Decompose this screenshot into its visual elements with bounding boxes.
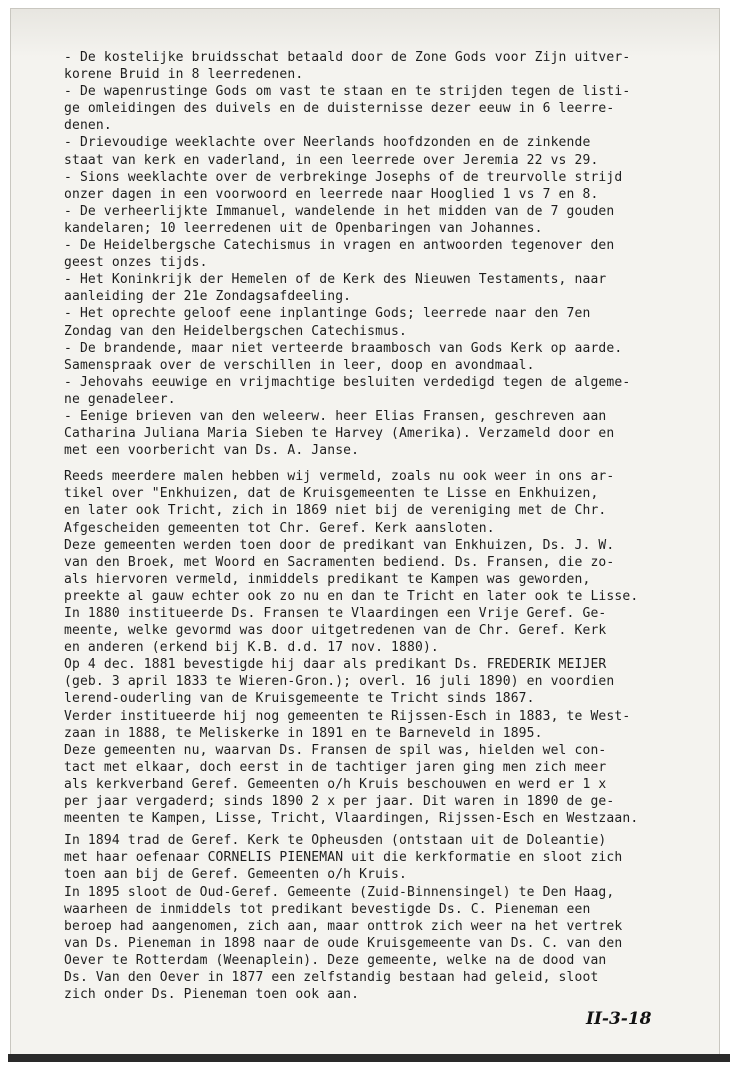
- text-line: zich onder Ds. Pieneman toen ook aan.: [64, 987, 360, 1003]
- text-line: In 1895 sloot de Oud-Geref. Gemeente (Zuid-Binnensingel) te Den Haag,: [64, 884, 615, 900]
- book-list-item: [64, 305, 720, 339]
- text-line: Op 4 dec. 1881 bevestigde hij daar als predikant Ds. FREDERIK MEIJER: [64, 657, 607, 673]
- book-list-item: [64, 408, 720, 459]
- text-line: aanleiding der 21e Zondagsafdeeling.: [64, 289, 352, 305]
- text-line: - Eenige brieven van den weleerw. heer Elias Fransen, geschreven aan: [64, 408, 607, 424]
- text-line: - Drievoudige weeklachte over Neerlands hoofdzonden en de zinkende: [64, 135, 591, 151]
- text-line: - De Heidelbergsche Catechismus in vragen en antwoorden tegenover den: [64, 238, 615, 254]
- book-list-item: [64, 340, 720, 374]
- text-line: - Sions weeklachte over de verbrekinge Josephs of de treurvolle strijd: [64, 169, 623, 185]
- text-line: en later ook Tricht, zich in 1869 niet bij de vereniging met de Chr.: [64, 503, 607, 519]
- text-line: Reeds meerdere malen hebben wij vermeld, zoals nu ook weer in ons ar-: [64, 469, 615, 485]
- text-line: Samenspraak over de verschillen in leer, doop en avondmaal.: [64, 357, 535, 373]
- text-line: tact met elkaar, doch eerst in de tachtiger jaren ging men zich meer: [64, 759, 607, 775]
- text-line: per jaar vergaderd; sinds 1890 2 x per jaar. Dit waren in 1890 de ge-: [64, 794, 615, 810]
- document-page: [10, 8, 720, 1062]
- text-line: Deze gemeenten werden toen door de predikant van Enkhuizen, Ds. J. W.: [64, 537, 615, 553]
- text-line: en anderen (erkend bij K.B. d.d. 17 nov. 1880).: [64, 640, 439, 656]
- text-line: ne genadeleer.: [64, 391, 176, 407]
- text-line: lerend-ouderling van de Kruisgemeente te Tricht sinds 1867.: [64, 691, 535, 707]
- handwritten-archive-signature: II-3-18: [586, 1009, 652, 1029]
- text-line: van den Broek, met Woord en Sacramenten bediend. Ds. Fransen, die zo-: [64, 554, 615, 570]
- text-line: tikel over "Enkhuizen, dat de Kruisgemeenten te Lisse en Enkhuizen,: [64, 486, 599, 502]
- text-line: beroep had aangenomen, zich aan, maar onttrok zich weer na het vertrek: [64, 918, 623, 934]
- text-line: - De verheerlijkte Immanuel, wandelende in het midden van de 7 gouden: [64, 203, 615, 219]
- text-line: staat van kerk en vaderland, in een leerrede over Jeremia 22 vs 29.: [64, 152, 599, 168]
- text-line: als kerkverband Geref. Gemeenten o/h Kruis beschouwen en werd er 1 x: [64, 776, 607, 792]
- text-line: ge omleidingen des duivels en de duisternisse dezer eeuw in 6 leerre-: [64, 101, 615, 117]
- text-line: Afgescheiden gemeenten tot Chr. Geref. Kerk aansloten.: [64, 520, 495, 536]
- text-line: Deze gemeenten nu, waarvan Ds. Fransen de spil was, hielden wel con-: [64, 742, 607, 758]
- paragraph-2: [64, 832, 720, 1003]
- text-line: In 1894 trad de Geref. Kerk te Opheusden (ontstaan uit de Doleantie): [64, 833, 607, 849]
- text-line: korene Bruid in 8 leerredenen.: [64, 67, 304, 83]
- text-line: Verder institueerde hij nog gemeenten te Rijssen-Esch in 1883, te West-: [64, 708, 631, 724]
- text-line: meenten te Kampen, Lisse, Tricht, Vlaardingen, Rijssen-Esch en Westzaan.: [64, 811, 639, 827]
- text-line: - Jehovahs eeuwige en vrijmachtige besluiten verdedigd tegen de algeme-: [64, 374, 631, 390]
- text-line: (geb. 3 april 1833 te Wieren-Gron.); overl. 16 juli 1890) en voordien: [64, 674, 615, 690]
- text-line: onzer dagen in een voorwoord en leerrede naar Hooglied 1 vs 7 en 8.: [64, 186, 599, 202]
- text-line: - Het oprechte geloof eene inplantinge Gods; leerrede naar den 7en: [64, 306, 591, 322]
- book-list-item: [64, 169, 720, 203]
- text-line: als hiervoren vermeld, inmiddels predikant te Kampen was geworden,: [64, 571, 591, 587]
- book-list: [64, 49, 720, 459]
- text-line: Oever te Rotterdam (Weenaplein). Deze gemeente, welke na de dood van: [64, 952, 607, 968]
- text-line: kandelaren; 10 leerredenen uit de Openbaringen van Johannes.: [64, 220, 543, 236]
- book-list-item: [64, 237, 720, 271]
- text-line: - Het Koninkrijk der Hemelen of de Kerk des Nieuwen Testaments, naar: [64, 272, 607, 288]
- text-line: denen.: [64, 118, 112, 134]
- text-line: waarheen de inmiddels tot predikant bevestigde Ds. C. Pieneman een: [64, 901, 591, 917]
- text-line: met een voorbericht van Ds. A. Janse.: [64, 443, 360, 459]
- text-line: Ds. Van den Oever in 1877 een zelfstandig bestaan had geleid, sloot: [64, 969, 599, 985]
- text-line: - De wapenrustinge Gods om vast te staan en te strijden tegen de listi-: [64, 84, 631, 100]
- book-list-item: [64, 49, 720, 83]
- book-list-item: [64, 271, 720, 305]
- paragraph-1: [64, 468, 720, 827]
- text-line: Catharina Juliana Maria Sieben te Harvey (Amerika). Verzameld door en: [64, 426, 615, 442]
- book-list-item: [64, 374, 720, 408]
- book-list-item: [64, 134, 720, 168]
- text-line: zaan in 1888, te Meliskerke in 1891 en te Barneveld in 1895.: [64, 725, 543, 741]
- text-line: preekte al gauw echter ook zo nu en dan te Tricht en later ook te Lisse.: [64, 588, 639, 604]
- text-line: Zondag van den Heidelbergschen Catechismus.: [64, 323, 407, 339]
- text-line: meente, welke gevormd was door uitgetredenen van de Chr. Geref. Kerk: [64, 623, 607, 639]
- text-line: met haar oefenaar CORNELIS PIENEMAN uit die kerkformatie en sloot zich: [64, 850, 623, 866]
- text-line: In 1880 institueerde Ds. Fransen te Vlaardingen een Vrije Geref. Ge-: [64, 606, 607, 621]
- section-gap: [64, 459, 720, 468]
- text-line: - De kostelijke bruidsschat betaald door de Zone Gods voor Zijn uitver-: [64, 50, 631, 65]
- text-line: van Ds. Pieneman in 1898 naar de oude Kruisgemeente van Ds. C. van den: [64, 935, 623, 951]
- text-line: geest onzes tijds.: [64, 255, 208, 271]
- scan-bottom-edge: [8, 1054, 730, 1062]
- text-line: - De brandende, maar niet verteerde braambosch van Gods Kerk op aarde.: [64, 340, 623, 356]
- text-line: toen aan bij de Geref. Gemeenten o/h Kruis.: [64, 867, 407, 883]
- typed-text-body: [64, 49, 720, 1003]
- book-list-item: [64, 203, 720, 237]
- book-list-item: [64, 83, 720, 134]
